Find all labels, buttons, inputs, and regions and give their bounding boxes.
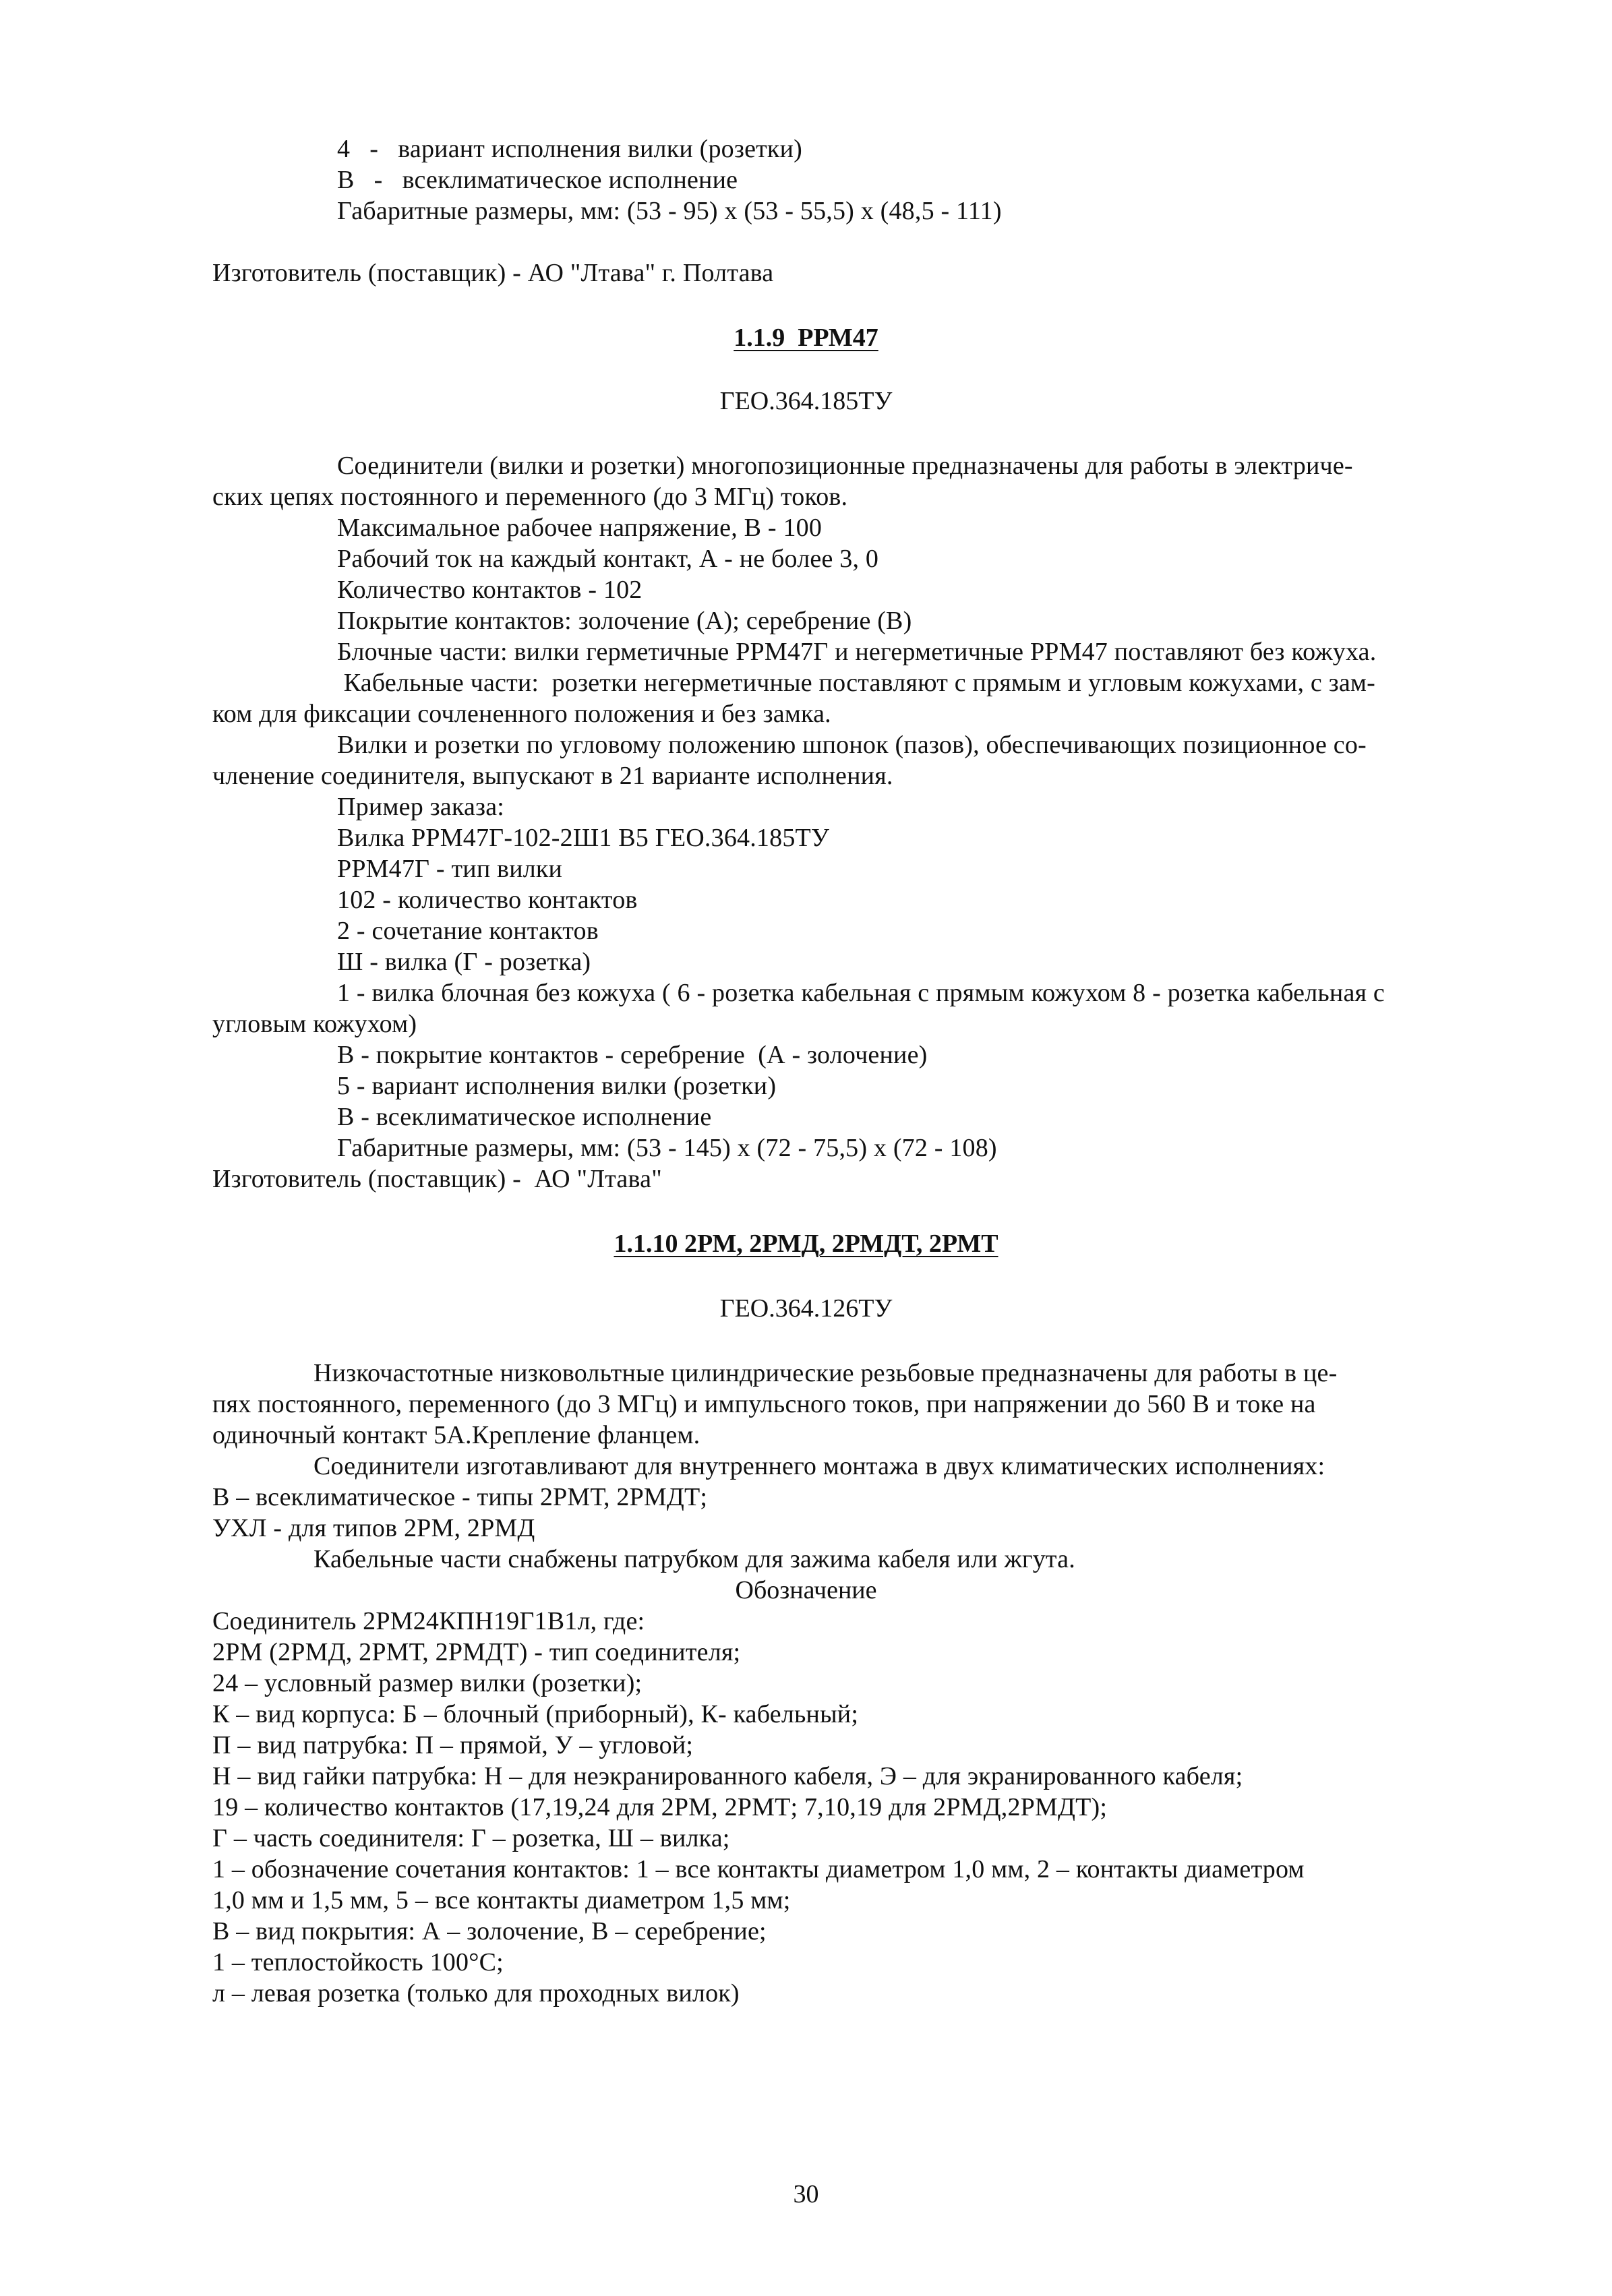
paragraph-line: 1 – теплостойкость 100°С; xyxy=(212,1948,504,1976)
paragraph-line: л – левая розетка (только для проходных вилок) xyxy=(212,1979,740,2007)
paragraph-line: ком для фиксации сочлененного положения и без замка. xyxy=(212,700,831,728)
section-spec: ГЕО.364.185ТУ xyxy=(719,387,893,415)
paragraph-line: Максимальное рабочее напряжение, В - 100 xyxy=(337,514,823,542)
paragraph-line: одиночный контакт 5А.Крепление фланцем. xyxy=(212,1421,700,1449)
intro-manufacturer: Изготовитель (поставщик) - АО "Лтава" г. Полтава xyxy=(212,259,774,287)
paragraph-line: 1 - вилка блочная без кожуха ( 6 - розетка кабельная с прямым кожухом 8 - розетка кабельная с xyxy=(337,979,1385,1007)
paragraph-line: В – всеклиматическое - типы 2РМТ, 2РМДТ; xyxy=(212,1483,708,1511)
paragraph-line: 1 – обозначение сочетания контактов: 1 – все контакты диаметром 1,0 мм, 2 – контакты диаметром xyxy=(212,1855,1305,1883)
paragraph-line: В – вид покрытия: А – золочение, В – серебрение; xyxy=(212,1917,767,1945)
paragraph-line: В - покрытие контактов - серебрение (А - золочение) xyxy=(337,1041,928,1069)
paragraph-line: Пример заказа: xyxy=(337,793,505,821)
paragraph-line: Кабельные части: розетки негерметичные поставляют с прямым и угловым кожухами, с зам- xyxy=(337,669,1376,697)
paragraph-line: 5 - вариант исполнения вилки (розетки) xyxy=(337,1072,777,1100)
paragraph-line: 24 – условный размер вилки (розетки); xyxy=(212,1669,643,1697)
paragraph-line: Низкочастотные низковольтные цилиндрические резьбовые предназначены для работы в це- xyxy=(314,1359,1338,1387)
paragraph-line: Изготовитель (поставщик) - АО "Лтава" xyxy=(212,1165,662,1193)
paragraph-line: Ш - вилка (Г - розетка) xyxy=(337,948,591,976)
paragraph-line: 2 - сочетание контактов xyxy=(337,917,599,945)
designation-heading: Обозначение xyxy=(735,1576,877,1604)
section-title: 1.1.10 2РМ, 2РМД, 2РМДТ, 2РМТ xyxy=(614,1230,998,1258)
intro-line: 4 - вариант исполнения вилки (розетки) xyxy=(337,135,802,163)
paragraph-line: Габаритные размеры, мм: (53 - 145) х (72 - 75,5) х (72 - 108) xyxy=(337,1134,997,1162)
section-title: 1.1.9 РРМ47 xyxy=(734,324,878,352)
paragraph-line: Соединители изготавливают для внутреннего монтажа в двух климатических исполнениях: xyxy=(314,1452,1325,1480)
paragraph-line: Количество контактов - 102 xyxy=(337,576,643,604)
paragraph-line: РРМ47Г - тип вилки xyxy=(337,855,563,883)
paragraph-line: Блочные части: вилки герметичные РРМ47Г и негерметичные РРМ47 поставляют без кожуха. xyxy=(337,638,1377,666)
intro-line: В - всеклиматическое исполнение xyxy=(337,166,738,194)
paragraph-line: П – вид патрубка: П – прямой, У – угловой; xyxy=(212,1731,694,1759)
paragraph-line: ских цепях постоянного и переменного (до 3 МГц) токов. xyxy=(212,483,848,511)
paragraph-line: Вилки и розетки по угловому положению шпонок (пазов), обеспечивающих позиционное со- xyxy=(337,731,1367,759)
paragraph-line: членение соединителя, выпускают в 21 варианте исполнения. xyxy=(212,762,893,790)
paragraph-line: 19 – количество контактов (17,19,24 для 2РМ, 2РМТ; 7,10,19 для 2РМД,2РМДТ); xyxy=(212,1793,1108,1821)
paragraph-line: Г – часть соединителя: Г – розетка, Ш – вилка; xyxy=(212,1824,730,1852)
page-number: 30 xyxy=(793,2180,819,2208)
paragraph-line: Покрытие контактов: золочение (А); серебрение (В) xyxy=(337,607,912,635)
paragraph-line: Н – вид гайки патрубка: Н – для неэкранированного кабеля, Э – для экранированного кабеля; xyxy=(212,1762,1243,1790)
intro-line: Габаритные размеры, мм: (53 - 95) х (53 - 55,5) х (48,5 - 111) xyxy=(337,197,1002,225)
paragraph-line: 102 - количество контактов xyxy=(337,886,638,914)
paragraph-line: Вилка РРМ47Г-102-2Ш1 В5 ГЕО.364.185ТУ xyxy=(337,824,830,852)
paragraph-line: Кабельные части снабжены патрубком для зажима кабеля или жгута. xyxy=(314,1545,1075,1573)
paragraph-line: угловым кожухом) xyxy=(212,1010,417,1038)
paragraph-line: К – вид корпуса: Б – блочный (приборный), К- кабельный; xyxy=(212,1700,859,1728)
section-spec: ГЕО.364.126ТУ xyxy=(719,1294,893,1323)
paragraph-line: Рабочий ток на каждый контакт, А - не более 3, 0 xyxy=(337,545,879,573)
paragraph-line: 1,0 мм и 1,5 мм, 5 – все контакты диаметром 1,5 мм; xyxy=(212,1886,791,1914)
paragraph-line: Соединитель 2РМ24КПН19Г1В1л, где: xyxy=(212,1607,645,1635)
paragraph-line: УХЛ - для типов 2РМ, 2РМД xyxy=(212,1514,535,1542)
paragraph-line: В - всеклиматическое исполнение xyxy=(337,1103,712,1131)
paragraph-line: пях постоянного, переменного (до 3 МГц) и импульсного токов, при напряжении до 560 В и токе на xyxy=(212,1390,1316,1418)
paragraph-line: 2РМ (2РМД, 2РМТ, 2РМДТ) - тип соединителя; xyxy=(212,1638,741,1666)
paragraph-line: Соединители (вилки и розетки) многопозиционные предназначены для работы в электриче- xyxy=(337,452,1353,480)
